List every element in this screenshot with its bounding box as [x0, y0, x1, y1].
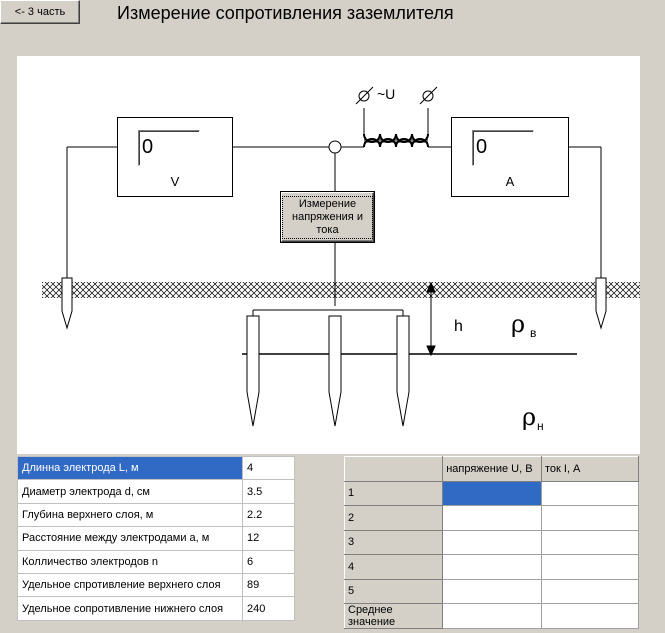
param-row[interactable] [18, 480, 295, 503]
voltmeter [117, 117, 233, 197]
param-value[interactable]: 89 [243, 573, 295, 596]
voltage-cell[interactable] [443, 506, 542, 531]
source-terminals-icon [356, 87, 437, 104]
row-label: 3 [345, 530, 443, 555]
param-name: Диаметр электрода d, см [18, 480, 243, 503]
header-voltage: напряжение U, В [443, 457, 542, 482]
param-row[interactable] [18, 550, 295, 573]
voltmeter-display: 0 [138, 130, 200, 166]
param-name: Удельное спротивление верхнего слоя [18, 573, 243, 596]
param-row[interactable] [18, 457, 295, 480]
back-button[interactable]: <- 3 часть [0, 0, 80, 24]
header-corner [345, 457, 443, 482]
rho-upper-symbol: ρ [511, 310, 526, 338]
results-row [345, 481, 639, 506]
voltage-cell[interactable] [443, 530, 542, 555]
results-row [345, 604, 639, 629]
voltmeter-label: V [170, 174, 180, 189]
measure-button[interactable] [281, 192, 374, 242]
param-row[interactable] [18, 503, 295, 526]
param-row[interactable] [18, 597, 295, 620]
results-row [345, 506, 639, 531]
depth-label: h [454, 318, 463, 335]
param-value[interactable]: 4 [243, 457, 295, 480]
param-value[interactable]: 12 [243, 527, 295, 550]
electrode-3 [397, 316, 409, 426]
param-value[interactable]: 240 [243, 597, 295, 620]
ammeter [451, 117, 569, 197]
ground-rod-right [596, 278, 606, 328]
row-label: 1 [345, 481, 443, 506]
voltage-cell[interactable] [443, 604, 542, 629]
parameters-table [17, 456, 295, 621]
current-cell[interactable] [541, 555, 638, 580]
current-cell[interactable] [541, 530, 638, 555]
param-name: Удельное сопротивление нижнего слоя [18, 597, 243, 620]
results-row [345, 579, 639, 604]
rho-lower-symbol: ρ [522, 403, 537, 431]
ground-rod-left [62, 278, 72, 328]
junction-node [329, 141, 341, 153]
circuit-diagram [17, 56, 640, 454]
row-label: 5 [345, 579, 443, 604]
param-row[interactable] [18, 527, 295, 550]
transformer-icon [364, 108, 428, 147]
current-cell[interactable] [541, 506, 638, 531]
param-name: Колличество электродов n [18, 550, 243, 573]
electrode-2 [329, 316, 341, 426]
voltage-cell[interactable] [443, 579, 542, 604]
ground-hatch [42, 282, 640, 298]
current-cell[interactable] [541, 604, 638, 629]
voltage-cell[interactable] [443, 481, 542, 506]
ammeter-label: A [505, 174, 515, 189]
param-value[interactable]: 6 [243, 550, 295, 573]
results-row [345, 530, 639, 555]
param-row[interactable] [18, 573, 295, 596]
current-cell[interactable] [541, 481, 638, 506]
row-label: Среднее значение [345, 604, 443, 629]
ammeter-display: 0 [472, 130, 534, 166]
rho-lower-subscript: н [537, 419, 544, 433]
param-value[interactable]: 2.2 [243, 503, 295, 526]
rho-upper-subscript: в [530, 326, 537, 340]
page-title: Измерение сопротивления заземлителя [117, 3, 454, 23]
measure-button-label: Измерение напряжения и тока [282, 196, 373, 239]
electrode-1 [247, 316, 259, 426]
results-row [345, 555, 639, 580]
results-header-row [345, 457, 639, 482]
param-name: Длинна электрода L, м [18, 457, 243, 480]
voltage-cell[interactable] [443, 555, 542, 580]
row-label: 2 [345, 506, 443, 531]
current-cell[interactable] [541, 579, 638, 604]
circuit-drawing [17, 56, 640, 454]
param-name: Расстояние между электродами a, м [18, 527, 243, 550]
param-value[interactable]: 3.5 [243, 480, 295, 503]
row-label: 4 [345, 555, 443, 580]
source-label: ~U [377, 86, 396, 102]
results-table [344, 456, 639, 629]
header-current: ток I, А [541, 457, 638, 482]
param-name: Глубина верхнего слоя, м [18, 503, 243, 526]
